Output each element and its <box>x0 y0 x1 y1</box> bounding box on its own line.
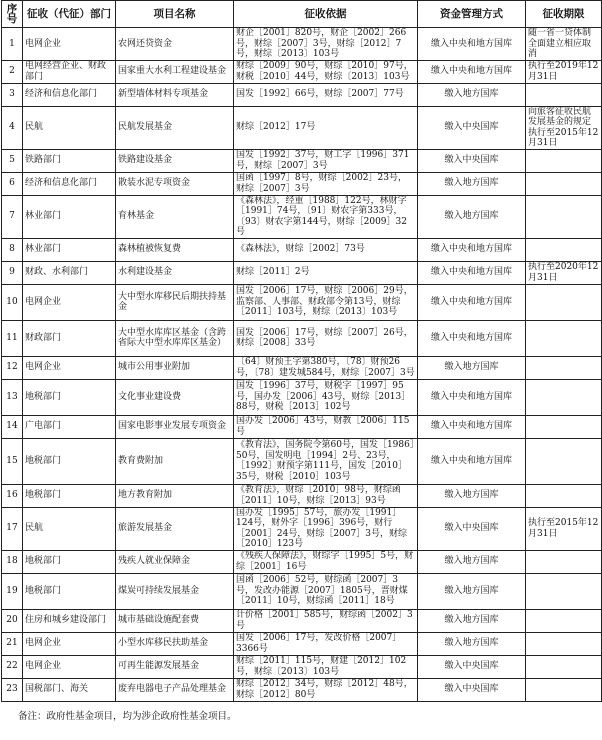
basis-cell: 财企［2001］820号，财企［2002］266号，财综［2007］3号，财综［2012］7号，财综〔2013〕103号 <box>234 28 418 61</box>
term-cell <box>526 415 602 438</box>
project-name-cell: 育林基金 <box>116 195 234 238</box>
department-cell: 财政、水利部门 <box>23 261 116 284</box>
fund-management-cell: 缴入地方国库 <box>418 83 526 106</box>
department-cell: 铁路部门 <box>23 149 116 172</box>
term-cell <box>526 573 602 609</box>
table-row <box>2 83 602 106</box>
basis-cell: 《教育法》，国务院令第60号，国发［1986］50号，国发明电［1994］2号、23号，［1992］财预字第111号，国发［2010］35号，财税［2010］103号 <box>234 438 418 484</box>
fund-management-cell: 缴入中央国库 <box>418 106 526 149</box>
fund-management-cell: 缴入地方国库 <box>418 573 526 609</box>
serial-cell: 9 <box>2 261 23 284</box>
project-name-cell: 教育费附加 <box>116 438 234 484</box>
project-name-cell: 大中型水库移民后期扶持基金 <box>116 284 234 320</box>
term-cell <box>526 83 602 106</box>
fund-management-cell: 缴入中央国库 <box>418 507 526 550</box>
serial-cell: 19 <box>2 573 23 609</box>
serial-cell: 8 <box>2 238 23 261</box>
serial-cell: 16 <box>2 484 23 507</box>
fund-management-cell: 缴入中央和地方国库 <box>418 415 526 438</box>
term-cell <box>526 609 602 632</box>
fund-management-cell: 缴入中央和地方国库 <box>418 261 526 284</box>
serial-cell: 15 <box>2 438 23 484</box>
table-row <box>2 484 602 507</box>
basis-cell: 财综［2011］115号，财建［2012］102号，财综〔2013〕103号 <box>234 655 418 678</box>
department-cell: 住房和城乡建设部门 <box>23 609 116 632</box>
footnote: 备注：政府性基金项目，均为涉企政府性基金项目。 <box>18 710 237 722</box>
term-cell <box>526 655 602 678</box>
basis-cell: 《森林法》，财综［2002］73号 <box>234 238 418 261</box>
table-row <box>2 379 602 415</box>
basis-cell: 国函［1997］8号，财综［2002］23号，财综［2007］3号 <box>234 172 418 195</box>
fund-management-cell: 缴入中央和地方国库 <box>418 320 526 356</box>
term-cell <box>526 284 602 320</box>
term-cell <box>526 379 602 415</box>
term-cell: 执行至2019年12月31日 <box>526 60 602 83</box>
basis-cell: 《森林法》，经重［1988］122号，林财字［1991］74号，〔91〕财农字第333号，〔93〕财农字第144号，财综［2009］32号 <box>234 195 418 238</box>
term-cell: 执行至2015年12月31日 <box>526 507 602 550</box>
basis-cell: 国函［2006］52号，财综函［2007］3号，发改办能源［2007］1805号，晋财煤［2011］10号，财综函［2011］18号 <box>234 573 418 609</box>
project-name-cell: 森林植被恢复费 <box>116 238 234 261</box>
serial-cell: 13 <box>2 379 23 415</box>
department-cell: 林业部门 <box>23 195 116 238</box>
fund-management-cell: 缴入中央国库 <box>418 149 526 172</box>
fund-management-cell: 缴入中央和地方国库 <box>418 284 526 320</box>
fund-management-cell: 缴入中央和地方国库 <box>418 60 526 83</box>
serial-cell: 12 <box>2 356 23 379</box>
header-department: 征收（代征）部门 <box>23 1 116 28</box>
department-cell: 广电部门 <box>23 415 116 438</box>
table-row <box>2 655 602 678</box>
term-cell <box>526 149 602 172</box>
header-basis: 征收依据 <box>234 1 418 28</box>
serial-cell: 7 <box>2 195 23 238</box>
header-serial: 序号 <box>2 1 23 28</box>
term-cell: 向旅客征收民航发展基金的规定执行至2015年12月31日 <box>526 106 602 149</box>
project-name-cell: 旅游发展基金 <box>116 507 234 550</box>
fund-management-cell: 缴入地方国库 <box>418 195 526 238</box>
header-term: 征收期限 <box>526 1 602 28</box>
fund-management-cell: 缴入中央国库 <box>418 655 526 678</box>
fund-management-cell: 缴入地方国库 <box>418 172 526 195</box>
header-row <box>2 1 602 28</box>
fund-management-cell: 缴入地方国库 <box>418 484 526 507</box>
fund-management-cell: 缴入地方国库 <box>418 632 526 655</box>
project-name-cell: 小型水库移民扶助基金 <box>116 632 234 655</box>
table-row <box>2 106 602 149</box>
department-cell: 地税部门 <box>23 484 116 507</box>
table-row <box>2 284 602 320</box>
basis-cell: 国发［1992］37号，财工字［1996］371号，财综［2007］3号 <box>234 149 418 172</box>
serial-cell: 23 <box>2 678 23 701</box>
project-name-cell: 民航发展基金 <box>116 106 234 149</box>
term-cell <box>526 438 602 484</box>
term-cell <box>526 356 602 379</box>
table-row <box>2 238 602 261</box>
serial-cell: 18 <box>2 550 23 573</box>
serial-cell: 17 <box>2 507 23 550</box>
basis-cell: 国发［2006］17号，财综［2006］29号，监察部、人事部、财政部令第13号，财综［2011］103号，财综〔2013〕103号 <box>234 284 418 320</box>
table-row <box>2 28 602 61</box>
basis-cell: 财综［2009］90号，财综［2010］97号，财税［2010］44号，财综〔2013〕103号 <box>234 60 418 83</box>
term-cell <box>526 484 602 507</box>
term-cell <box>526 238 602 261</box>
project-name-cell: 城市公用事业附加 <box>116 356 234 379</box>
serial-cell: 22 <box>2 655 23 678</box>
term-cell: 随一省一贷体制全面建立相应取消 <box>526 28 602 61</box>
fund-management-cell: 缴入地方国库 <box>418 609 526 632</box>
basis-cell: 国发［2006］17号，发改价格［2007］3366号 <box>234 632 418 655</box>
fund-management-cell: 缴入地方国库 <box>418 550 526 573</box>
header-fund-management: 资金管理方式 <box>418 1 526 28</box>
basis-cell: 财综［2012］34号，财综［2012］48号，财综［2012］80号 <box>234 678 418 701</box>
project-name-cell: 新型墙体材料专项基金 <box>116 83 234 106</box>
basis-cell: 国发［2006］17号，财综［2007］26号，财综［2008］33号 <box>234 320 418 356</box>
project-name-cell: 散装水泥专项资金 <box>116 172 234 195</box>
table-row <box>2 356 602 379</box>
table-row <box>2 195 602 238</box>
serial-cell: 21 <box>2 632 23 655</box>
basis-cell: 国办发［1995］57号，旅办发［1991］124号，财外字［1996］396号，财行［2001］24号，财综［2007］3号，财综［2010］123号 <box>234 507 418 550</box>
department-cell: 民航 <box>23 106 116 149</box>
fund-management-cell: 缴入中央国库 <box>418 678 526 701</box>
department-cell: 电网企业 <box>23 356 116 379</box>
basis-cell: 《教育法》，财综［2010］98号，财综函［2011］10号，财综［2013］93号 <box>234 484 418 507</box>
basis-cell: 财综［2012］17号 <box>234 106 418 149</box>
basis-cell: 国办发［2006］43号，财教［2006］115号 <box>234 415 418 438</box>
basis-cell: 《残疾人保障法》，财综字［1995］5号，财综［2001］16号 <box>234 550 418 573</box>
serial-cell: 11 <box>2 320 23 356</box>
project-name-cell: 文化事业建设费 <box>116 379 234 415</box>
serial-cell: 10 <box>2 284 23 320</box>
project-name-cell: 农网还贷资金 <box>116 28 234 61</box>
department-cell: 电网企业 <box>23 632 116 655</box>
table-row <box>2 60 602 83</box>
project-name-cell: 铁路建设基金 <box>116 149 234 172</box>
serial-cell: 1 <box>2 28 23 61</box>
term-cell: 执行至2020年12月31日 <box>526 261 602 284</box>
basis-cell: 国发［1992］66号，财综［2007］77号 <box>234 83 418 106</box>
table-row <box>2 632 602 655</box>
basis-cell: 计价格［2001］585号，财综函［2002］3号 <box>234 609 418 632</box>
department-cell: 林业部门 <box>23 238 116 261</box>
fund-management-cell: 缴入中央和地方国库 <box>418 28 526 61</box>
serial-cell: 6 <box>2 172 23 195</box>
project-name-cell: 城市基础设施配套费 <box>116 609 234 632</box>
basis-cell: 财综［2011］2号 <box>234 261 418 284</box>
department-cell: 国税部门、海关 <box>23 678 116 701</box>
term-cell <box>526 550 602 573</box>
serial-cell: 3 <box>2 83 23 106</box>
department-cell: 经济和信息化部门 <box>23 172 116 195</box>
project-name-cell: 煤炭可持续发展基金 <box>116 573 234 609</box>
header-project-name: 项目名称 <box>116 1 234 28</box>
term-cell <box>526 632 602 655</box>
department-cell: 经济和信息化部门 <box>23 83 116 106</box>
term-cell <box>526 172 602 195</box>
fund-management-cell: 缴入中央和地方国库 <box>418 438 526 484</box>
table-row <box>2 415 602 438</box>
table-row <box>2 438 602 484</box>
department-cell: 电网企业 <box>23 284 116 320</box>
table-row <box>2 507 602 550</box>
table-row <box>2 149 602 172</box>
department-cell: 民航 <box>23 507 116 550</box>
table-row <box>2 320 602 356</box>
fund-management-cell: 缴入中央和地方国库 <box>418 379 526 415</box>
table-row <box>2 550 602 573</box>
serial-cell: 2 <box>2 60 23 83</box>
department-cell: 电网企业 <box>23 655 116 678</box>
project-name-cell: 地方教育附加 <box>116 484 234 507</box>
serial-cell: 20 <box>2 609 23 632</box>
project-name-cell: 可再生能源发展基金 <box>116 655 234 678</box>
table-row <box>2 172 602 195</box>
table-row <box>2 678 602 701</box>
fund-management-cell: 缴入地方国库 <box>418 356 526 379</box>
serial-cell: 5 <box>2 149 23 172</box>
project-name-cell: 残疾人就业保障金 <box>116 550 234 573</box>
project-name-cell: 国家重大水利工程建设基金 <box>116 60 234 83</box>
department-cell: 地税部门 <box>23 573 116 609</box>
project-name-cell: 大中型水库库区基金（含跨省际大中型水库库区基金） <box>116 320 234 356</box>
department-cell: 电网企业 <box>23 28 116 61</box>
department-cell: 地税部门 <box>23 550 116 573</box>
basis-cell: 〔64〕财预王字第380号，〔78〕财预26号，〔78〕建发城584号，财综［2007］3号 <box>234 356 418 379</box>
department-cell: 财政部门 <box>23 320 116 356</box>
fund-table <box>1 0 602 702</box>
serial-cell: 14 <box>2 415 23 438</box>
department-cell: 电网经营企业、财政部门 <box>23 60 116 83</box>
basis-cell: 国发［1996］37号，财税字［1997］95号，国办发［2006］43号，财综［2013］88号，财税［2013］102号 <box>234 379 418 415</box>
department-cell: 地税部门 <box>23 438 116 484</box>
term-cell <box>526 678 602 701</box>
fund-management-cell: 缴入中央和地方国库 <box>418 238 526 261</box>
table-row <box>2 573 602 609</box>
department-cell: 地税部门 <box>23 379 116 415</box>
term-cell <box>526 320 602 356</box>
term-cell <box>526 195 602 238</box>
project-name-cell: 水利建设基金 <box>116 261 234 284</box>
table-row <box>2 609 602 632</box>
project-name-cell: 国家电影事业发展专项资金 <box>116 415 234 438</box>
table-row <box>2 261 602 284</box>
serial-cell: 4 <box>2 106 23 149</box>
project-name-cell: 废弃电器电子产品处理基金 <box>116 678 234 701</box>
